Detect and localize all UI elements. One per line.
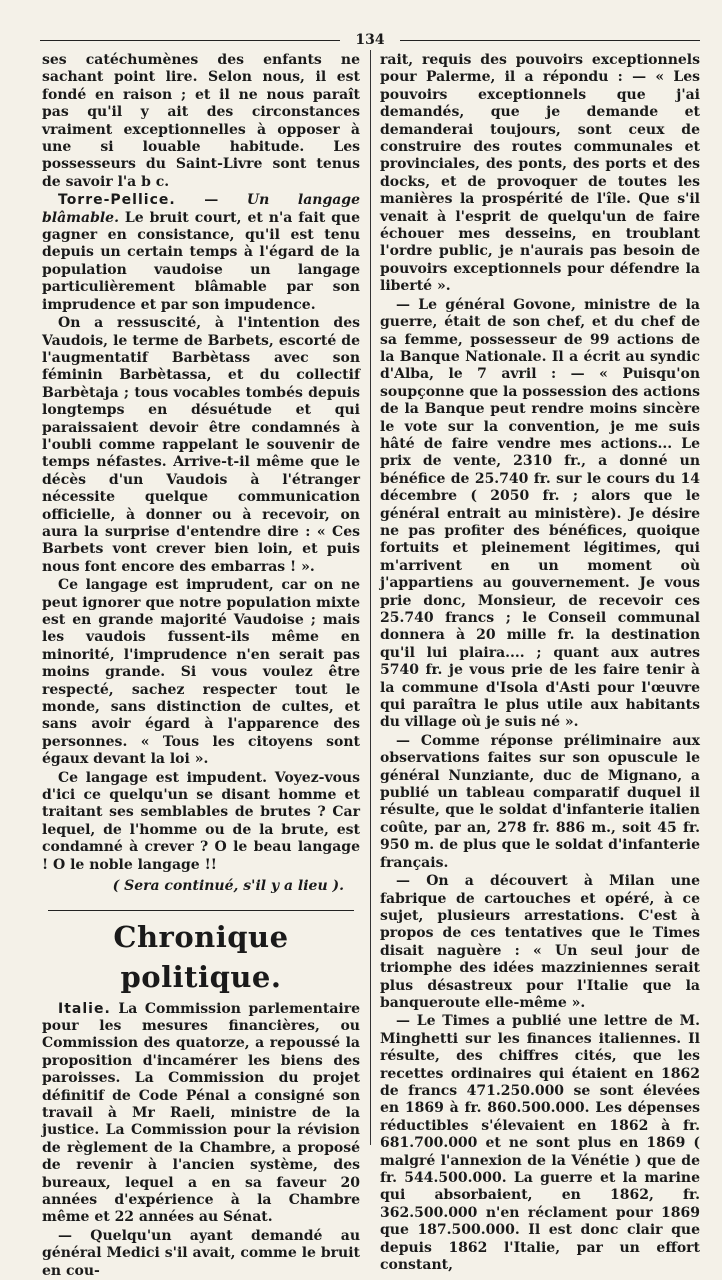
paragraph: — Comme réponse préliminaire aux observations faites sur son opuscule le général Nunziante, duc de Mignano, a publié un tableau comparatif duquel il résulte, que le soldat d'infanterie italien coûte, par an, 278 fr. 886 m., soit 45 fr. 950 m. de plus que le soldat d'infanterie français.: [380, 732, 700, 871]
column-divider: [370, 50, 371, 1145]
article-subheading: Un langage blâmable.: [42, 192, 361, 226]
article-heading: Italie.: [58, 1000, 111, 1017]
header-rule-left: [40, 40, 340, 41]
right-column: [380, 52, 700, 1274]
article-heading: Torre-Pellice.: [58, 192, 176, 209]
paragraph: — Le Times a publié une lettre de M. Minghetti sur les finances italiennes. Il résulte, des chiffres cités, que les recettes ordinaires qui étaient en 1862 de francs 471.250.000 se sont élevées en 1869 à fr. 860.500.000. Les dépenses réductibles s'élevaient en 1862 à fr. 681.700.000 et ne sont plus en 1869 ( malgré l'annexion de la Vénétie ) que de fr. 544.500.000. La guerre et la marine qui absorbaient, en 1862, fr. 362.500.000 n'en réclament pour 1869 que 187.500.000. Il est donc clair que depuis 1862 l'Italie, par un effort constant,: [380, 1013, 700, 1274]
paragraph: Ce langage est imprudent, car on ne peut ignorer que notre population mixte est en grande majorité Vaudoise ; mais les vaudois fussent-ils même en minorité, l'imprudence n'en serait pas moins grande. Si vous voulez être respecté, sachez respecter tout le monde, sans distinction de cultes, et sans avoir égard à l'apparence des personnes. « Tous les citoyens sont égaux devant la loi ».: [42, 577, 360, 768]
section-rule: [48, 910, 354, 911]
section-title: Chronique politique.: [113, 919, 289, 994]
paragraph: — Quelqu'un ayant demandé au général Medici s'il avait, comme le bruit en cou-: [42, 1227, 360, 1279]
page-number: 134: [355, 32, 385, 48]
dash: —: [175, 192, 247, 209]
paragraph: rait, requis des pouvoirs exceptionnels pour Palerme, il a répondu : — « Les pouvoirs exceptionnels que j'ai demandés, que je demande et demanderai toujours, sont ceux de construire des routes communales et provinciales, des ponts, des ports et des docks, et de provoquer de toutes les manières la prospérité de l'île. Que s'il venait à l'esprit de quelqu'un de faire échouer mes desseins, en troublant l'ordre public, je n'aurais pas besoin de pouvoirs exceptionnels pour défendre la liberté ».: [380, 52, 700, 295]
paragraph: — Le général Govone, ministre de la guerre, était de son chef, et du chef de sa femme, possesseur de 99 actions de la Banque Nationale. Il a écrit au syndic d'Alba, le 7 avril : — « Puisqu'on soupçonne que la possession des actions de la Banque peut rendre moins sincère le vote sur la convention, je me suis hâté de faire vendre mes actions... Le prix de vente, 2310 fr., a donné un bénéfice de 25.740 fr. sur le cours du 14 décembre ( 2050 fr. ; alors que le général entrait au ministère). Je désire ne pas profiter des bénéfices, quoique fortuits et pleinement légitimes, qui m'arrivent en un moment où j'appartiens au gouvernement. Je vous prie donc, Monsieur, de recevoir ces 25.740 francs ; le Conseil communal donnera à 20 mille fr. la destination qu'il lui plaira.... ; quant aux autres 5740 fr. je vous prie de les faire tenir à la commune d'Isola d'Asti pour l'œuvre qui paraîtra le plus utile aux habitants du village où je suis né ».: [380, 296, 700, 731]
signature-note: ( Sera continué, s'il y a lieu ).: [112, 878, 344, 895]
page-header: [40, 32, 700, 48]
article-text: Le bruit court, et n'a fait que gagner en consistance, qu'il est tenu depuis un certain temps à l'égard de la population vaudoise un langage particulièrement blâmable par son imprudence et par son impudence.: [42, 209, 360, 313]
paragraph: — On a découvert à Milan une fabrique de cartouches et opéré, à ce sujet, plusieurs arrestations. C'est à propos de ces tentatives que le Times disait naguère : « Un seul jour de triomphe des idées mazziniennes serait plus désastreux pour l'Italie que la banqueroute elle-même ».: [380, 873, 700, 1011]
torre-pellice-article: [42, 192, 360, 314]
italie-article: [42, 1001, 360, 1227]
paragraph: On a ressuscité, à l'intention des Vaudois, le terme de Barbets, escorté de l'augmentatif Barbètass avec son féminin Barbètassa, et du collectif Barbètaja ; tous vocables tombés depuis longtemps en désuétude et qui paraissaient devoir être condamnés à l'oubli comme rappelant le souvenir de temps néfastes. Arrive-t-il même que le décès d'un Vaudois à l'étranger nécessite quelque communication officielle, à donner ou à recevoir, on aura la surprise d'entendre dire : « Ces Barbets vont crever bien loin, et puis nous font encore des embarras ! ».: [42, 315, 360, 575]
article-text: La Commission parlementaire pour les mesures financières, ou Commission des quatorze, a repoussé la proposition d'incamérer les biens des paroisses. La Commission du projet définitif de Code Pénal a consigné son travail à Mr Raeli, ministre de la justice. La Commission pour la révision de règlement de la Chambre, a proposé de revenir à l'ancien système, des bureaux, lequel a en sa faveur 20 années d'expérience à la Chambre même et 22 années au Sénat.: [42, 1000, 360, 1226]
left-column: [42, 52, 360, 1280]
header-rule-right: [400, 40, 700, 41]
paragraph: ses catéchumènes des enfants ne sachant point lire. Selon nous, il est fondé en raison ; et il ne nous paraît pas qu'il y ait des circonstances vraiment exceptionnelles à opposer à une si louable habitude. Les possesseurs du Saint-Livre sont tenus de savoir l'a b c.: [42, 52, 360, 190]
paragraph: Ce langage est impudent. Voyez-vous d'ici ce quelqu'un se disant homme et traitant ses semblables de brutes ? Car lequel, de l'homme ou de la brute, est condamné à crever ? O le beau langage ! O le noble langage !!: [42, 769, 360, 873]
